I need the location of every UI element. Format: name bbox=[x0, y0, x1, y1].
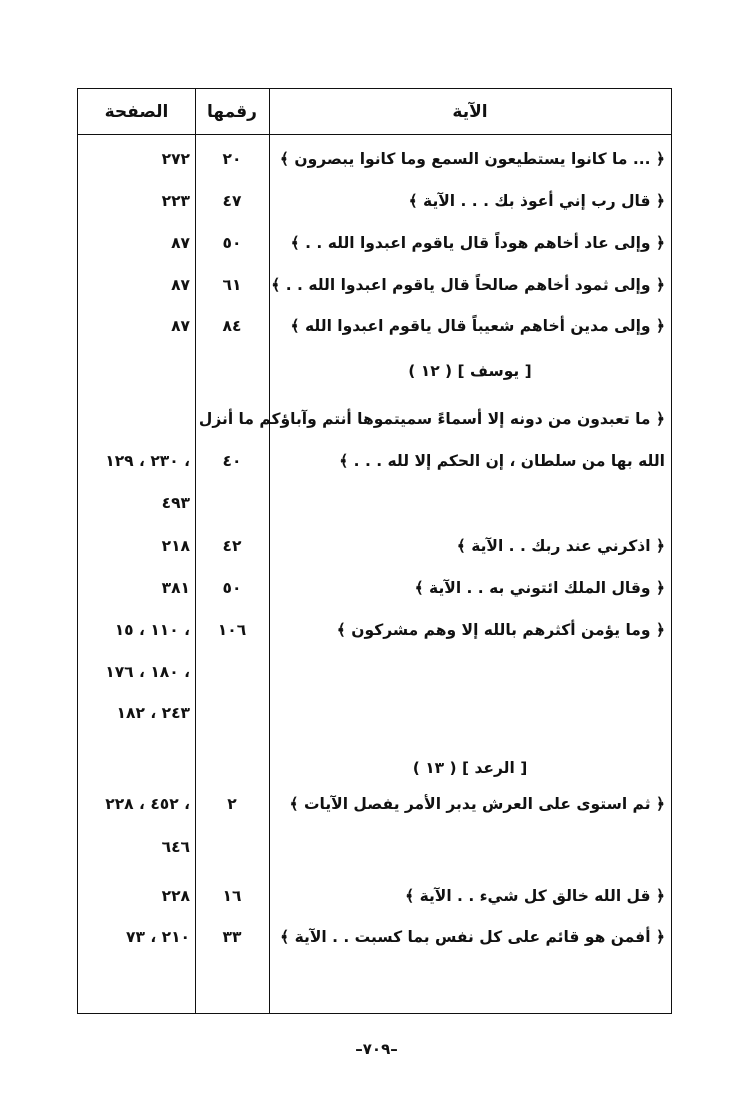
verse-cell: ﴿ وقال الملك ائتوني به . . الآية ﴾ bbox=[414, 579, 665, 597]
page-cell: ٦٤٦ bbox=[161, 838, 190, 856]
verse-cell bbox=[274, 652, 665, 692]
table-row bbox=[78, 827, 671, 867]
verse-cell: ﴿ وإلى عاد أخاهم هوداً قال ياقوم اعبدوا الله . . ﴾ bbox=[290, 234, 665, 252]
verse-number-cell bbox=[195, 351, 269, 391]
verse-number-cell bbox=[195, 748, 269, 788]
page-cell: ٣٨١ bbox=[161, 579, 190, 597]
table-row bbox=[78, 441, 671, 481]
verse-number-cell: ٢٠ bbox=[222, 150, 242, 168]
verse-number-cell: ٨٤ bbox=[222, 317, 242, 335]
verse-cell: ﴿ ما تعبدون من دونه إلا أسماءً سميتموها أنتم وآباؤكم ما أنزل bbox=[198, 410, 665, 428]
verse-number-cell: ٥٠ bbox=[222, 579, 242, 597]
verse-number-cell: ١٠٦ bbox=[217, 621, 247, 639]
verse-cell: ﴿ وما يؤمن أكثرهم بالله إلا وهم مشركون ﴾ bbox=[336, 621, 665, 639]
header-divider bbox=[78, 134, 671, 135]
section-heading-row bbox=[78, 748, 671, 788]
table-row bbox=[78, 917, 671, 957]
page-cell: ٢١٠ ، ٧٣ bbox=[126, 928, 190, 946]
verse-number-cell: ٥٠ bbox=[222, 234, 242, 252]
header-verse: الآية bbox=[452, 101, 488, 122]
verse-number-cell: ٤٢ bbox=[222, 537, 242, 555]
header-page: الصفحة bbox=[104, 101, 169, 122]
verse-number-cell bbox=[195, 693, 269, 733]
verse-cell bbox=[274, 483, 665, 523]
table-row bbox=[78, 265, 671, 305]
page-cell: ٨٧ bbox=[171, 317, 190, 335]
verse-number-cell: ٤٧ bbox=[222, 192, 242, 210]
header-number: رقمها bbox=[207, 101, 257, 122]
page-cell bbox=[78, 748, 190, 788]
table-row bbox=[78, 568, 671, 608]
table-row bbox=[78, 399, 671, 439]
verse-number-cell bbox=[195, 827, 269, 867]
table-row bbox=[78, 139, 671, 179]
page-cell bbox=[78, 351, 190, 391]
verse-number-cell: ٤٠ bbox=[222, 452, 242, 470]
surah-heading: [ الرعد ] ( ١٣ ) bbox=[412, 759, 528, 777]
page-cell: ٢٢٣ bbox=[161, 192, 190, 210]
page-cell: ٨٧ bbox=[171, 276, 190, 294]
verse-number-cell: ١٦ bbox=[222, 887, 242, 905]
page-cell: ٢٤٣ ، ١٨٢ bbox=[116, 704, 190, 722]
table-row bbox=[78, 223, 671, 263]
section-heading-row bbox=[78, 351, 671, 391]
page-cell: ، ١١٠ ، ١٥ bbox=[114, 621, 190, 639]
verse-number-cell bbox=[195, 652, 269, 692]
table-row bbox=[78, 876, 671, 916]
page-number: –٧٠٩– bbox=[355, 1040, 398, 1058]
page-cell bbox=[78, 399, 190, 439]
verse-number-cell: ٣٣ bbox=[222, 928, 242, 946]
page-cell: ٢١٨ bbox=[161, 537, 190, 555]
verse-cell: ﴿ قل الله خالق كل شيء . . الآية ﴾ bbox=[405, 887, 665, 905]
index-table bbox=[77, 88, 672, 1014]
table-row bbox=[78, 526, 671, 566]
table-row bbox=[78, 652, 671, 692]
verse-cell: ﴿ ... ما كانوا يستطيعون السمع وما كانوا يبصرون ﴾ bbox=[279, 150, 665, 168]
table-row bbox=[78, 610, 671, 650]
page-cell: ، ٤٥٢ ، ٢٢٨ bbox=[105, 795, 190, 813]
page-cell: ، ٢٣٠ ، ١٢٩ bbox=[105, 452, 190, 470]
verse-cell bbox=[274, 827, 665, 867]
table-row bbox=[78, 693, 671, 733]
verse-cell: ﴿ قال رب إني أعوذ بك . . . الآية ﴾ bbox=[408, 192, 665, 210]
verse-cell: ﴿ اذكرني عند ربك . . الآية ﴾ bbox=[456, 537, 665, 555]
verse-cell: ﴿ ثم استوى على العرش يدبر الأمر يفصل الآيات ﴾ bbox=[289, 795, 665, 813]
verse-cell: ﴿ وإلى مدين أخاهم شعيباً قال ياقوم اعبدوا الله ﴾ bbox=[290, 317, 665, 335]
table-row bbox=[78, 306, 671, 346]
verse-cell: ﴿ وإلى ثمود أخاهم صالحاً قال ياقوم اعبدوا الله . . ﴾ bbox=[271, 276, 665, 294]
page-cell: ٨٧ bbox=[171, 234, 190, 252]
page-cell: ، ١٨٠ ، ١٧٦ bbox=[105, 663, 190, 681]
table-row bbox=[78, 483, 671, 523]
verse-cell: الله بها من سلطان ، إن الحكم إلا لله . . . ﴾ bbox=[339, 452, 665, 470]
verse-number-cell: ٦١ bbox=[222, 276, 242, 294]
verse-number-cell: ٢ bbox=[227, 795, 237, 813]
verse-number-cell bbox=[195, 483, 269, 523]
table-row bbox=[78, 784, 671, 824]
table-row bbox=[78, 181, 671, 221]
verse-cell bbox=[274, 693, 665, 733]
surah-heading: [ يوسف ] ( ١٢ ) bbox=[408, 362, 532, 380]
page-cell: ٢٢٨ bbox=[161, 887, 190, 905]
page-cell: ٢٧٢ bbox=[161, 150, 190, 168]
verse-cell: ﴿ أفمن هو قائم على كل نفس بما كسبت . . الآية ﴾ bbox=[280, 928, 665, 946]
page-cell: ٤٩٣ bbox=[161, 494, 190, 512]
